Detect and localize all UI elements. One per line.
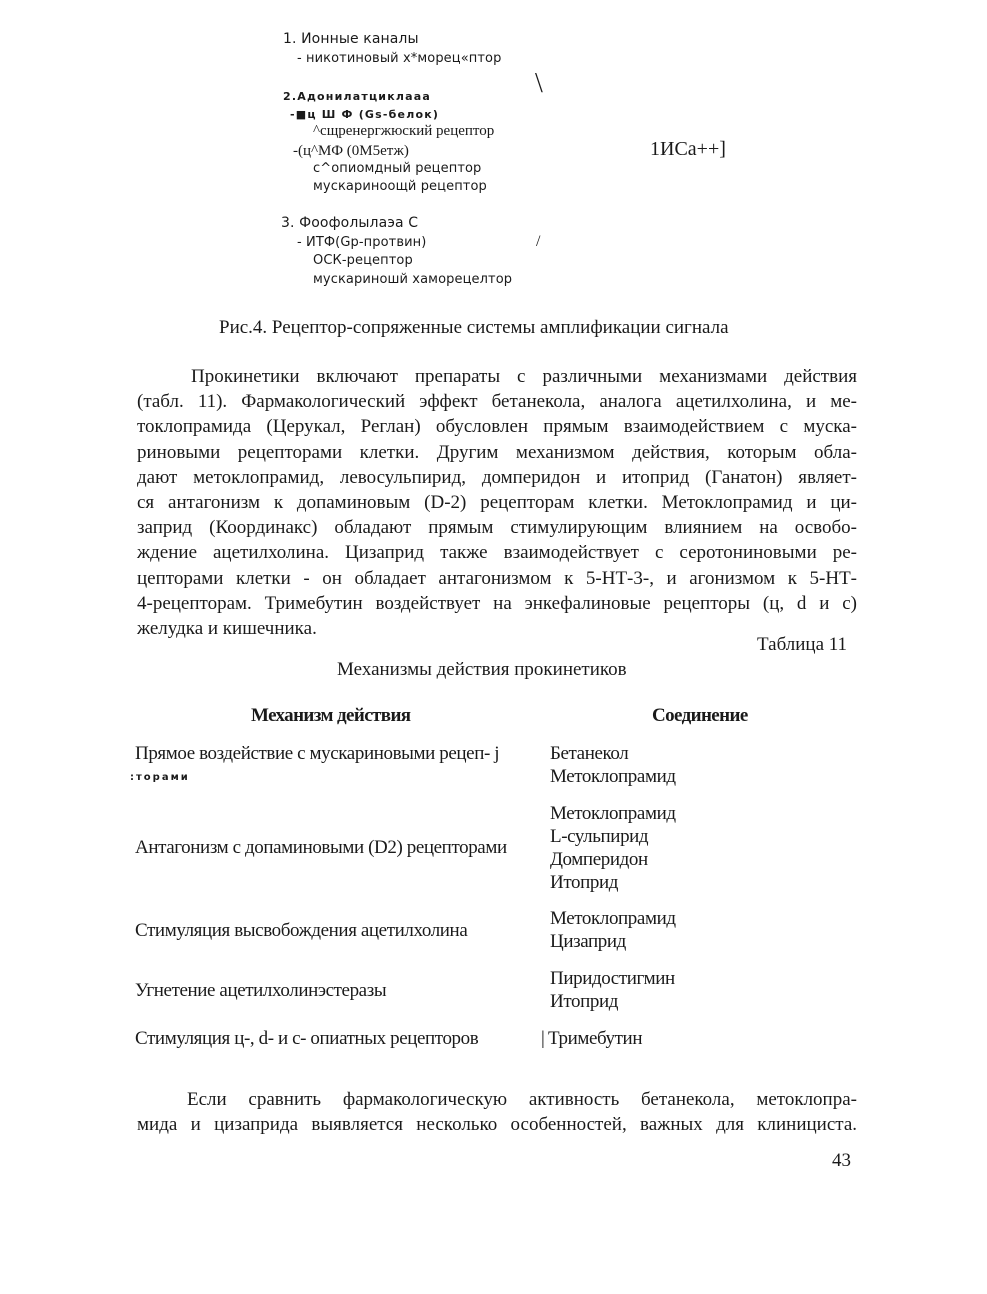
- table-header-compound: Соединение: [652, 705, 748, 726]
- table-cell-compound: Метоклопрамид: [550, 766, 676, 787]
- table-cell-compound: Метоклопрамид: [550, 803, 676, 824]
- figure-arrow-mark: /: [536, 233, 541, 250]
- figure-group2-item: -(ц^МФ (0М5етж): [293, 143, 409, 159]
- paragraph-line: желудка и кишечника.: [137, 617, 317, 639]
- figure-group2-title: 2.Адонилатциклааа: [283, 90, 432, 103]
- body-paragraph: [137, 1087, 857, 1137]
- figure-side-label: 1ИСа++]: [650, 138, 726, 160]
- table-cell-compound: Итоприд: [550, 991, 618, 1012]
- table-cell-compound: Пиридостигмин: [550, 968, 675, 989]
- paragraph-line: цепторами клетки - он обладает антагонизмом к 5-НТ-3-, и агонизмом к 5-НТ-: [137, 567, 857, 589]
- table-cell-compound: Цизаприд: [550, 931, 626, 952]
- table-cell-mechanism: Прямое воздействие с мускариновыми рецеп- j: [135, 743, 500, 764]
- figure-group2-item: мускариноощй рецептор: [313, 179, 487, 194]
- paragraph-line: дают метоклопрамид, левосульпирид, домперидон и итоприд (Ганатон) являет-: [137, 466, 857, 488]
- figure-group2-item: с^опиомдный рецептор: [313, 161, 482, 176]
- table-cell-mechanism: Стимуляция ц-, d- и с- опиатных рецепторов: [135, 1028, 479, 1049]
- paragraph-line: Прокинетики включают препараты с различными механизмами действия: [191, 366, 857, 387]
- table-cell-compound: Тримебутин: [548, 1028, 643, 1049]
- paragraph-line: ждение ацетилхолина. Цизаприд также взаимодействует с серотониновыми ре-: [137, 542, 857, 564]
- paragraph-line: ся антагонизм к допаминовым (D-2) рецепторам клетки. Метоклопрамид и ци-: [137, 491, 857, 513]
- table-cell-compound: Бетанекол: [550, 743, 629, 764]
- figure-group1-item: - никотиновый х*морец«птор: [297, 51, 502, 66]
- body-paragraph: [137, 364, 857, 641]
- table-row-separator: |: [541, 1028, 545, 1049]
- paragraph-line: токлопрамида (Церукал, Реглан) обусловлен прямым взаимодействием с муска-: [137, 416, 857, 438]
- table-header-mechanism: Механизм действия: [251, 705, 411, 726]
- table-cell-mechanism-cont: :торами: [130, 772, 190, 783]
- figure-group3-item: мускариношй хаморецелтор: [313, 272, 513, 287]
- page-number: 43: [832, 1150, 851, 1171]
- figure-group2-item: ^сщренергжюский рецептор: [313, 123, 495, 139]
- table-cell-compound: L-сульпирид: [550, 826, 649, 847]
- figure-group3-item: - ИТФ(Gp-протвин): [297, 235, 427, 250]
- paragraph-line: 4-рецепторам. Тримебутин воздействует на энкефалиновые рецепторы (ц, d и с): [137, 592, 857, 614]
- paragraph-line: Если сравнить фармакологическую активность бетанекола, метоклопра-: [187, 1089, 857, 1110]
- table-title: Механизмы действия прокинетиков: [337, 659, 627, 680]
- figure-group2-item: -■ц Ш Ф (Gs-белок): [290, 108, 440, 121]
- table-cell-mechanism: Антагонизм с допаминовыми (D2) рецепторами: [135, 837, 507, 858]
- figure-group3-item: ОСК-рецептор: [313, 253, 413, 268]
- paragraph-line: риновыми рецепторами клетки. Другим механизмом действия, которым обла-: [137, 441, 857, 463]
- paragraph-line: мида и цизаприда выявляется несколько особенностей, важных для клинициста.: [137, 1114, 857, 1136]
- figure-group3-title: 3. Фоофолылаэа С: [281, 215, 419, 231]
- table-cell-compound: Метоклопрамид: [550, 908, 676, 929]
- paragraph-line: заприд (Координакс) обладают прямым стимулирующим влиянием на освобо-: [137, 517, 857, 539]
- paragraph-line: (табл. 11). Фармакологический эффект бетанекола, аналога ацетилхолина, и ме-: [137, 391, 857, 413]
- table-cell-compound: Итоприд: [550, 872, 618, 893]
- table-cell-mechanism: Стимуляция высвобождения ацетилхолина: [135, 920, 468, 941]
- figure-caption: Рис.4. Рецептор-сопряженные системы амплификации сигнала: [219, 317, 729, 338]
- table-label: Таблица 11: [757, 634, 848, 655]
- figure-arrow-mark: \: [535, 68, 543, 99]
- figure-group1-title: 1. Ионные каналы: [283, 31, 419, 47]
- table-cell-mechanism: Угнетение ацетилхолинэстеразы: [135, 980, 387, 1001]
- table-cell-compound: Домперидон: [550, 849, 648, 870]
